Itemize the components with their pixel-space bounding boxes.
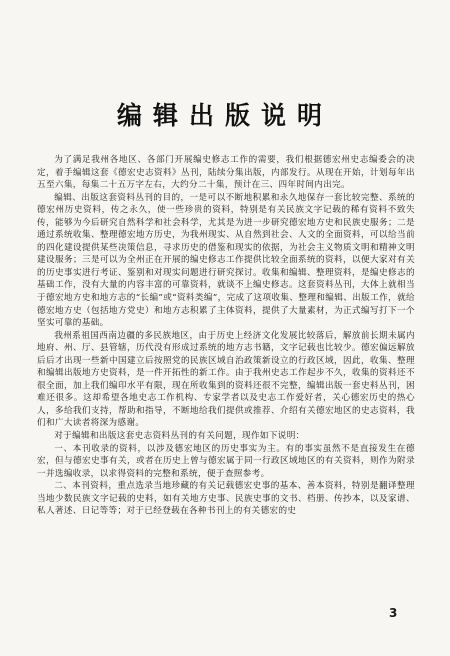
paragraph: 我州系祖国西南边疆的多民族地区，由于历史上经济文化发展比较落后，解放前长期未属内地府、州、厅、县管辖，历代没有形成过系统的地方志书籍，文字记载也比较少。德宏偏远解放后后才出现一些新中国建立后按照党的民族区域自治政策新设立的行政区域，因此，收集、整理和编辑出版地方史资料，是一件开拓性的新工作。由于我州史志工作起步不久，收集的资料还不很全面，加上我们编印水平有限，现在所收集到的资料还很不完整，编辑出版一套史料丛刊，困难还很多。这却希望各地史志工作机构、专家学者以及史志工作爱好者，关心德宏历史的热心人，多给我们支持，帮助和指导，不断地给我们提供或推荐、介绍有关德宏地区的史志资料，我们和广大读者将深为感谢。 xyxy=(37,330,415,429)
paragraph: 为了满足我州各地区、各部门开展编史修志工作的需要，我们根据德宏州史志编委会的决定，着手编辑这套《德宏史志资料》丛刊，陆续分集出版，内部发行。从现在开始，计划每年出五至六集，每集二十五万字左右，大约分二十集，预计在三、四年时间内出完。 xyxy=(37,155,415,191)
page-title: 编辑出版说明 xyxy=(116,101,333,130)
body-text xyxy=(37,154,415,518)
paragraph: 对于编辑和出版这套史志资料丛刊的有关问题，现作如下说明： xyxy=(54,431,305,442)
paragraph: 二、本刊资料，重点选录当地珍藏的有关记载德宏史事的基本、善本资料，特别是翻译整理当地少数民族文字记载的史料，如有关地方史事、民族史事的文书、档册、传抄本，以及家谱、私人著述、日记等等；对于已经登载在各种书刊上的有关德宏的史 xyxy=(37,481,415,517)
paragraph: 一、本刊收录的资料，以涉及德宏地区的历史事实为主。有的事实虽然不是直接发生在德宏，但与德宏史事有关，或者在历史上曾与德宏属于同一行政区域地区的有关资料，则作为附录一并选编收录，以求得资料的完整和系统，便于查照参考。 xyxy=(37,443,415,479)
page-number: 3 xyxy=(389,606,398,620)
paragraph: 编辑、出版这套资料丛刊的目的，一是可以不断地积累和永久地保存一套比较完整、系统的德宏州历史资料，传之永久，使一些珍贵的资料，特别是有关民族文字记载的稀有资料不致失传，能够为今后研究自然科学和社会科学，尤其是为进一步研究德宏地方史和民族史服务；二是通过系统收集、整理德宏地方历史，为我州现实、从自然到社会、人文的全面资料，可以给当前的四化建设提供某些决策信息，寻求历史的借鉴和现实的依据，为社会主义物质文明和精神文明建设服务；三是可以为全州正在开展的编史修志工作提供比较全面系统的资料，以便大家对有关的历史事实进行考证、鉴别和对现实问题进行研究探讨。收集和编辑、整理资料，是编史修志的基础工作，没有大量的内容丰富的可靠资料，就谈不上编史修志。这套资料丛刊，大体上就相当于德宏地方史和地方志的“长编”或“资料类编”，完成了这项收集、整理和编辑、出版工作，就给德宏地方史（包括地方党史）和地方志积累了主体资料，提供了大量素材，为正式编写打下一个坚实可靠的基础。 xyxy=(37,192,415,329)
